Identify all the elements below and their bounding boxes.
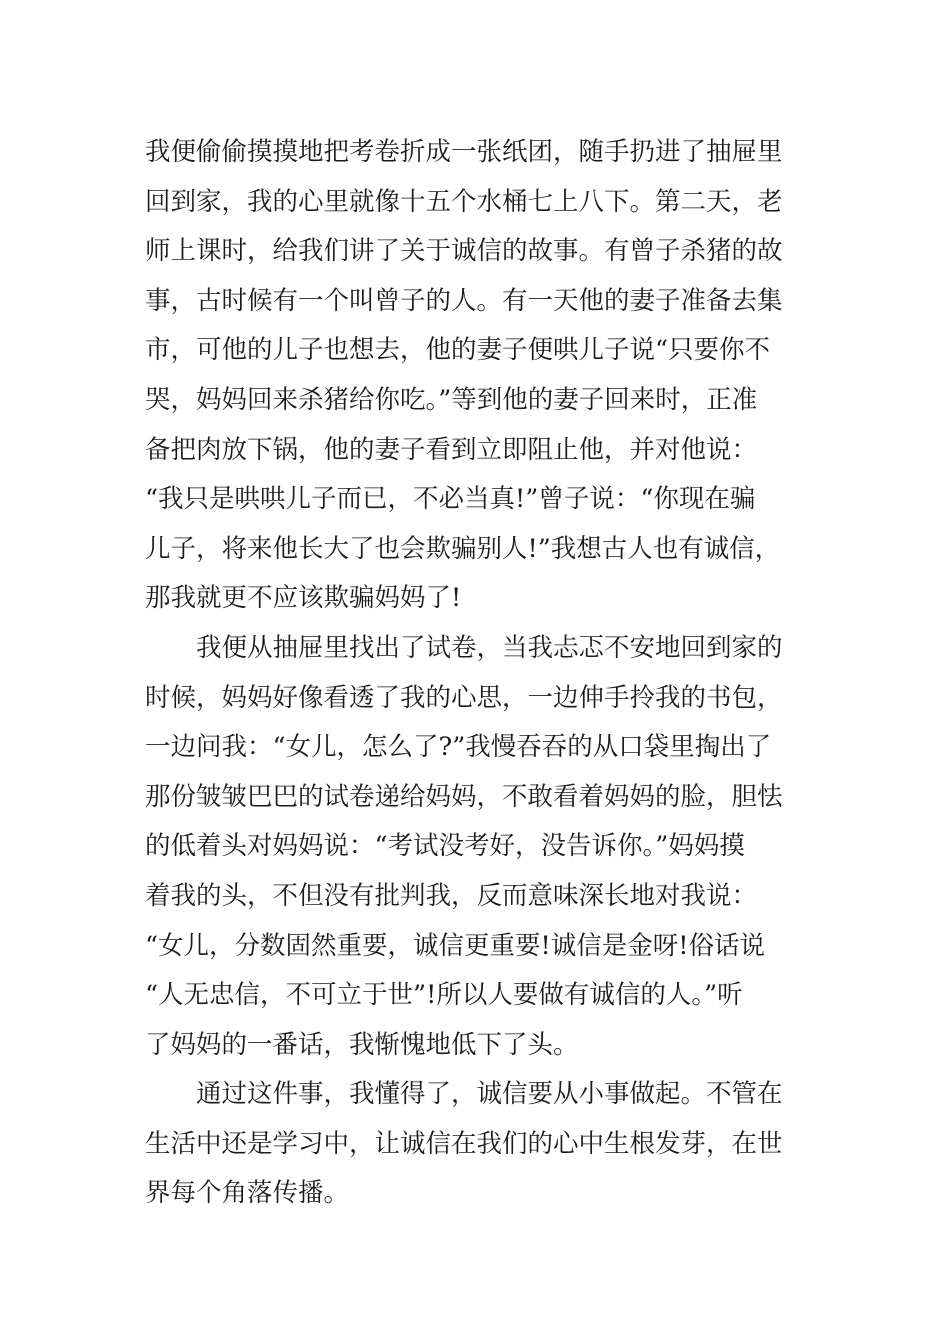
text-line: 时候，妈妈好像看透了我的心思，一边伸手拎我的书包， (145, 682, 783, 713)
text-line: 界每个角落传播。 (145, 1178, 350, 1209)
text-line: 通过这件事，我懂得了，诚信要从小事做起。不管在 (196, 1079, 783, 1110)
body-text (145, 128, 815, 1219)
text-line: “女儿，分数固然重要，诚信更重要!诚信是金呀!俗话说 (145, 930, 766, 961)
text-line: 事，古时候有一个叫曾子的人。有一天他的妻子准备去集 (145, 285, 783, 316)
text-line: “人无忠信，不可立于世”!所以人要做有诚信的人。”听 (145, 980, 743, 1011)
text-line: 的低着头对妈妈说：“考试没考好，没告诉你。”妈妈摸 (145, 831, 745, 862)
text-line: 师上课时，给我们讲了关于诚信的故事。有曾子杀猪的故 (145, 236, 783, 267)
text-line: 市，可他的儿子也想去，他的妻子便哄儿子说“只要你不 (145, 335, 771, 366)
text-line: 我便从抽屉里找出了试卷，当我忐忑不安地回到家的 (196, 632, 783, 663)
text-line: 我便偷偷摸摸地把考卷折成一张纸团，随手扔进了抽屉里 (145, 137, 783, 167)
text-line: 着我的头，不但没有批判我，反而意味深长地对我说： (145, 880, 758, 911)
text-line: 备把肉放下锅，他的妻子看到立即阻止他，并对他说： (145, 434, 758, 465)
text-line: 那份皱皱巴巴的试卷递给妈妈，不敢看着妈妈的脸，胆怯 (145, 781, 783, 812)
text-line: 了妈妈的一番话，我惭愧地低下了头。 (145, 1029, 579, 1060)
text-line: 回到家，我的心里就像十五个水桶七上八下。第二天，老 (145, 186, 783, 217)
text-line: 生活中还是学习中，让诚信在我们的心中生根发芽，在世 (145, 1128, 783, 1159)
text-line: 哭，妈妈回来杀猪给你吃。”等到他的妻子回来时，正准 (145, 384, 758, 415)
text-line: “我只是哄哄儿子而已，不必当真!”曾子说：“你现在骗 (145, 484, 756, 515)
paragraph-1 (145, 128, 815, 624)
text-line: 那我就更不应该欺骗妈妈了! (145, 583, 462, 614)
paragraph-3 (145, 1070, 815, 1219)
text-line: 儿子，将来他长大了也会欺骗别人!”我想古人也有诚信， (145, 533, 781, 564)
paragraph-2 (145, 624, 815, 1070)
text-line: 一边问我：“女儿，怎么了?”我慢吞吞的从口袋里掏出了 (145, 732, 772, 763)
